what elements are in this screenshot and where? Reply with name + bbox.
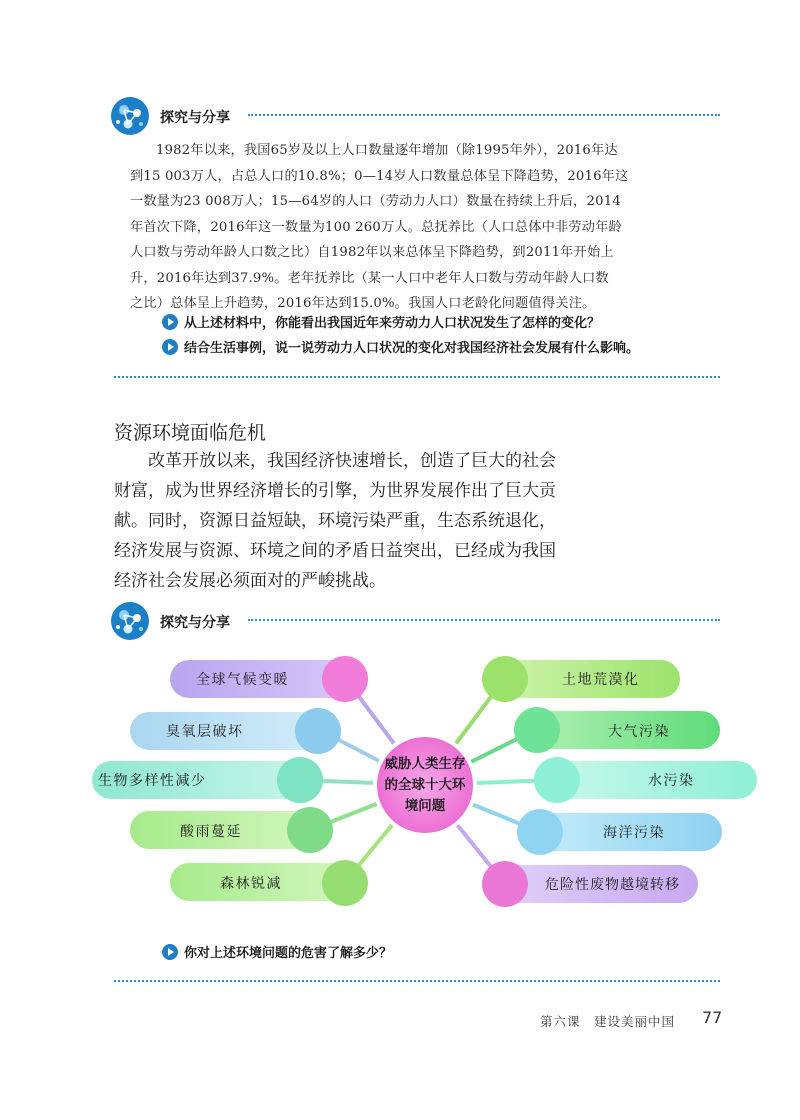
center-label: 的全球十大环	[384, 777, 466, 793]
dotted-divider	[114, 376, 720, 378]
paragraph-line: 之比）总体呈上升趋势，2016年达到15.0%。我国人口老龄化问题值得关注。	[130, 296, 596, 311]
right-item-ocean-pollution	[517, 809, 722, 855]
left-item-biodiversity	[92, 757, 323, 803]
item-label: 臭氧层破坏	[166, 724, 244, 740]
explore-paragraph	[130, 138, 720, 317]
right-item-hazardous-waste	[482, 861, 698, 907]
center-label: 境问题	[404, 798, 446, 814]
paragraph-line: 升，2016年达到37.9%。老年抚养比（某一人口中老年人口数与劳动年龄人口数	[130, 270, 609, 286]
body-line: 经济社会发展必须面对的严峻挑战。	[114, 571, 386, 591]
right-item-water-pollution	[534, 757, 757, 803]
left-item-deforestation	[170, 860, 368, 906]
question-1	[162, 314, 600, 334]
left-item-ozone	[130, 708, 341, 754]
explore-header-2	[110, 601, 720, 641]
left-item-climate	[170, 656, 368, 702]
question-3	[162, 944, 392, 964]
arrow-bullet-icon	[162, 314, 178, 330]
item-label: 水污染	[648, 773, 695, 789]
arrow-bullet-icon	[162, 944, 178, 960]
center-node	[375, 735, 475, 835]
left-item-acid-rain	[130, 807, 333, 853]
section-body	[114, 446, 584, 596]
question-text: 从上述材料中，你能看出我国近年来劳动力人口状况发生了怎样的变化？	[184, 316, 601, 331]
paragraph-line: 到15 003万人，占总人口的10.8%；0—14岁人口数量总体呈下降趋势，2016年这	[130, 168, 629, 184]
explore-molecule-icon	[110, 96, 150, 136]
paragraph-line: 年首次下降，2016年这一数量为100 260万人。总抚养比（人口总体中非劳动年龄	[130, 219, 622, 235]
item-label: 生物多样性减少	[98, 773, 207, 789]
explore-title: 探究与分享	[160, 615, 230, 631]
dotted-divider	[114, 980, 720, 982]
page-number: 77	[702, 1008, 723, 1027]
item-label: 全球气候变暖	[196, 672, 289, 688]
question-2	[162, 339, 639, 359]
item-label: 大气污染	[608, 724, 670, 740]
paragraph-line: 人口数与劳动年龄人口数之比）自1982年以来总体呈下降趋势，到2011年开始上	[130, 245, 614, 260]
body-line: 改革开放以来，我国经济快速增长，创造了巨大的社会	[114, 451, 556, 471]
explore-header-1	[110, 96, 720, 136]
item-label: 海洋污染	[603, 825, 665, 841]
section-title: 资源环境面临危机	[114, 422, 267, 444]
chapter-footer: 第六课 建设美丽中国	[540, 1014, 676, 1029]
item-label: 森林锐减	[220, 876, 282, 892]
paragraph-line: 一数量为23 008万人；15—64岁的人口（劳动力人口）数量在持续上升后，2014	[130, 194, 621, 209]
arrow-bullet-icon	[162, 339, 178, 355]
body-line: 献。同时，资源日益短缺，环境污染严重，生态系统退化，	[114, 511, 556, 531]
right-item-air-pollution	[514, 707, 720, 753]
paragraph-line: 1982年以来，我国65岁及以上人口数量逐年增加（除1995年外），2016年达	[156, 143, 618, 158]
question-text: 结合生活事例，说一说劳动力人口状况的变化对我国经济社会发展有什么影响。	[184, 341, 640, 356]
question-text: 你对上述环境问题的危害了解多少？	[184, 946, 393, 961]
dotted-divider	[248, 114, 720, 116]
body-line: 经济发展与资源、环境之间的矛盾日益突出，已经成为我国	[114, 541, 556, 561]
environment-mindmap	[0, 640, 800, 920]
explore-title: 探究与分享	[160, 110, 230, 126]
item-label: 土地荒漠化	[562, 672, 640, 688]
body-line: 财富，成为世界经济增长的引擎，为世界发展作出了巨大贡	[114, 481, 556, 501]
center-label: 威胁人类生存	[384, 756, 466, 772]
item-label: 酸雨蔓延	[180, 824, 242, 840]
item-label: 危险性废物越境转移	[545, 877, 680, 893]
right-item-desertification	[482, 656, 680, 702]
dotted-divider	[248, 619, 720, 621]
explore-molecule-icon	[110, 601, 150, 641]
